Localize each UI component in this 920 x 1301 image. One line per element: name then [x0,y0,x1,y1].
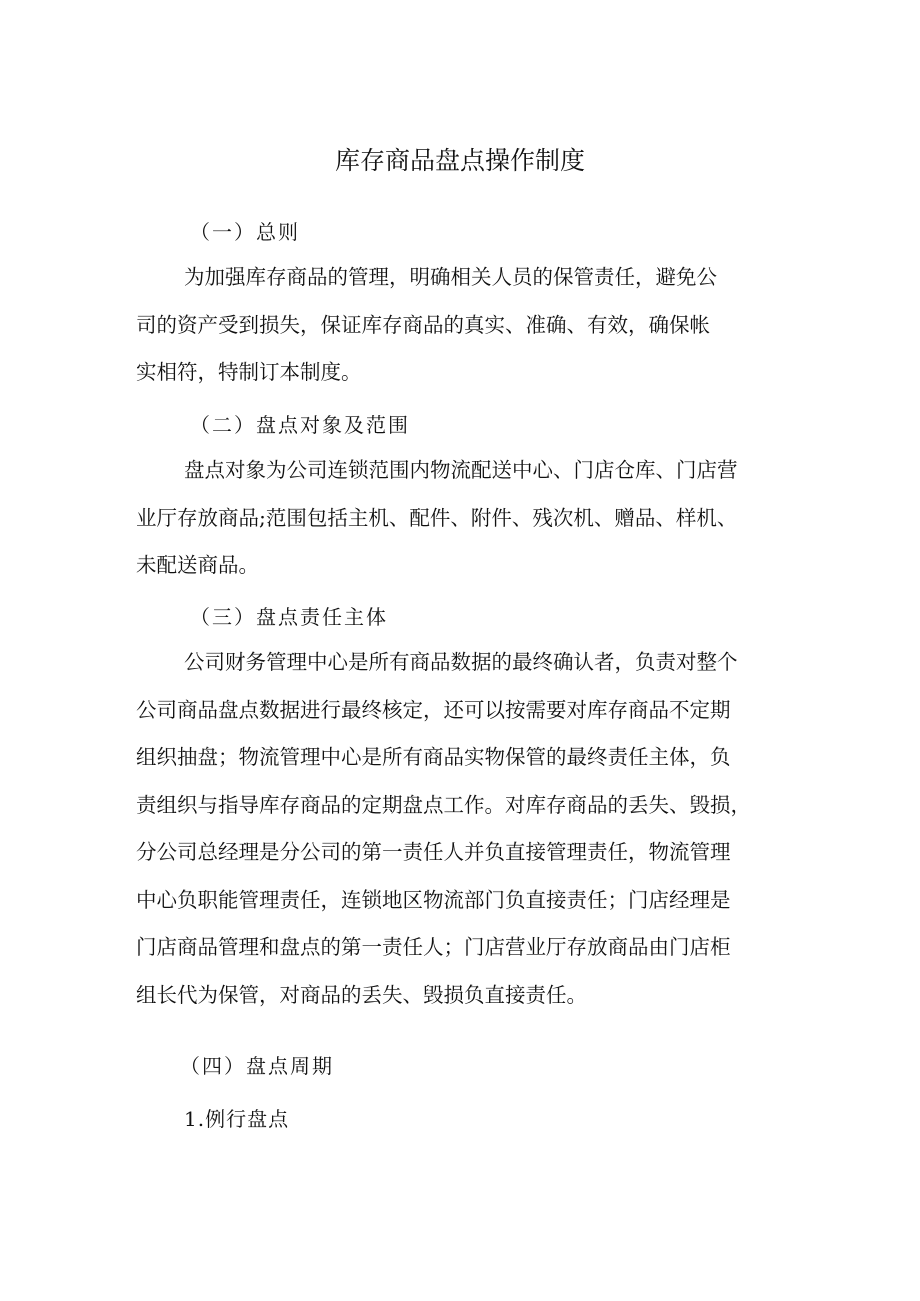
section-paragraph-responsibility [136,639,808,1019]
paragraph-line: 组长代为保管，对商品的丢失、毁损负直接责任。 [136,982,587,1007]
document-title: 库存商品盘点操作制度 [334,146,585,175]
paragraph-line: 分公司总经理是分公司的第一责任人并负直接管理责任，物流管理 [136,840,731,864]
section-heading-general: （一）总则 [190,220,300,244]
paragraph-line: 盘点对象为公司连锁范围内物流配送中心、门店仓库、门店营 [184,458,738,482]
paragraph-line: 中心负职能管理责任，连锁地区物流部门负直接责任；门店经理是 [136,887,731,912]
section-heading-responsibility: （三）盘点责任主体 [190,605,388,629]
paragraph-line: 责组织与指导库存商品的定期盘点工作。对库存商品的丢失、毁损， [136,792,751,817]
paragraph-line: 组织抽盘；物流管理中心是所有商品实物保管的最终责任主体，负 [136,745,731,769]
sub-item-routine-check: 1.例行盘点 [184,1107,290,1131]
section-paragraph-general [136,254,808,397]
section-heading-cycle: （四）盘点周期 [180,1054,334,1078]
paragraph-line: 公司财务管理中心是所有商品数据的最终确认者，负责对整个 [184,650,738,674]
section-heading-scope: （二）盘点对象及范围 [190,413,410,437]
section-paragraph-scope [136,447,808,590]
paragraph-line: 为加强库存商品的管理，明确相关人员的保管责任，避免公 [184,265,717,289]
paragraph-line: 实相符，特制订本制度。 [136,360,362,384]
paragraph-line: 司的资产受到损失，保证库存商品的真实、准确、有效，确保帐 [136,312,710,337]
paragraph-line: 公司商品盘点数据进行最终核定，还可以按需要对库存商品不定期 [136,697,731,722]
paragraph-line: 业厅存放商品;范围包括主机、配件、附件、残次机、赠品、样机、 [136,505,738,530]
paragraph-line: 门店商品管理和盘点的第一责任人；门店营业厅存放商品由门店柜 [136,935,731,959]
paragraph-line: 未配送商品。 [136,553,259,577]
